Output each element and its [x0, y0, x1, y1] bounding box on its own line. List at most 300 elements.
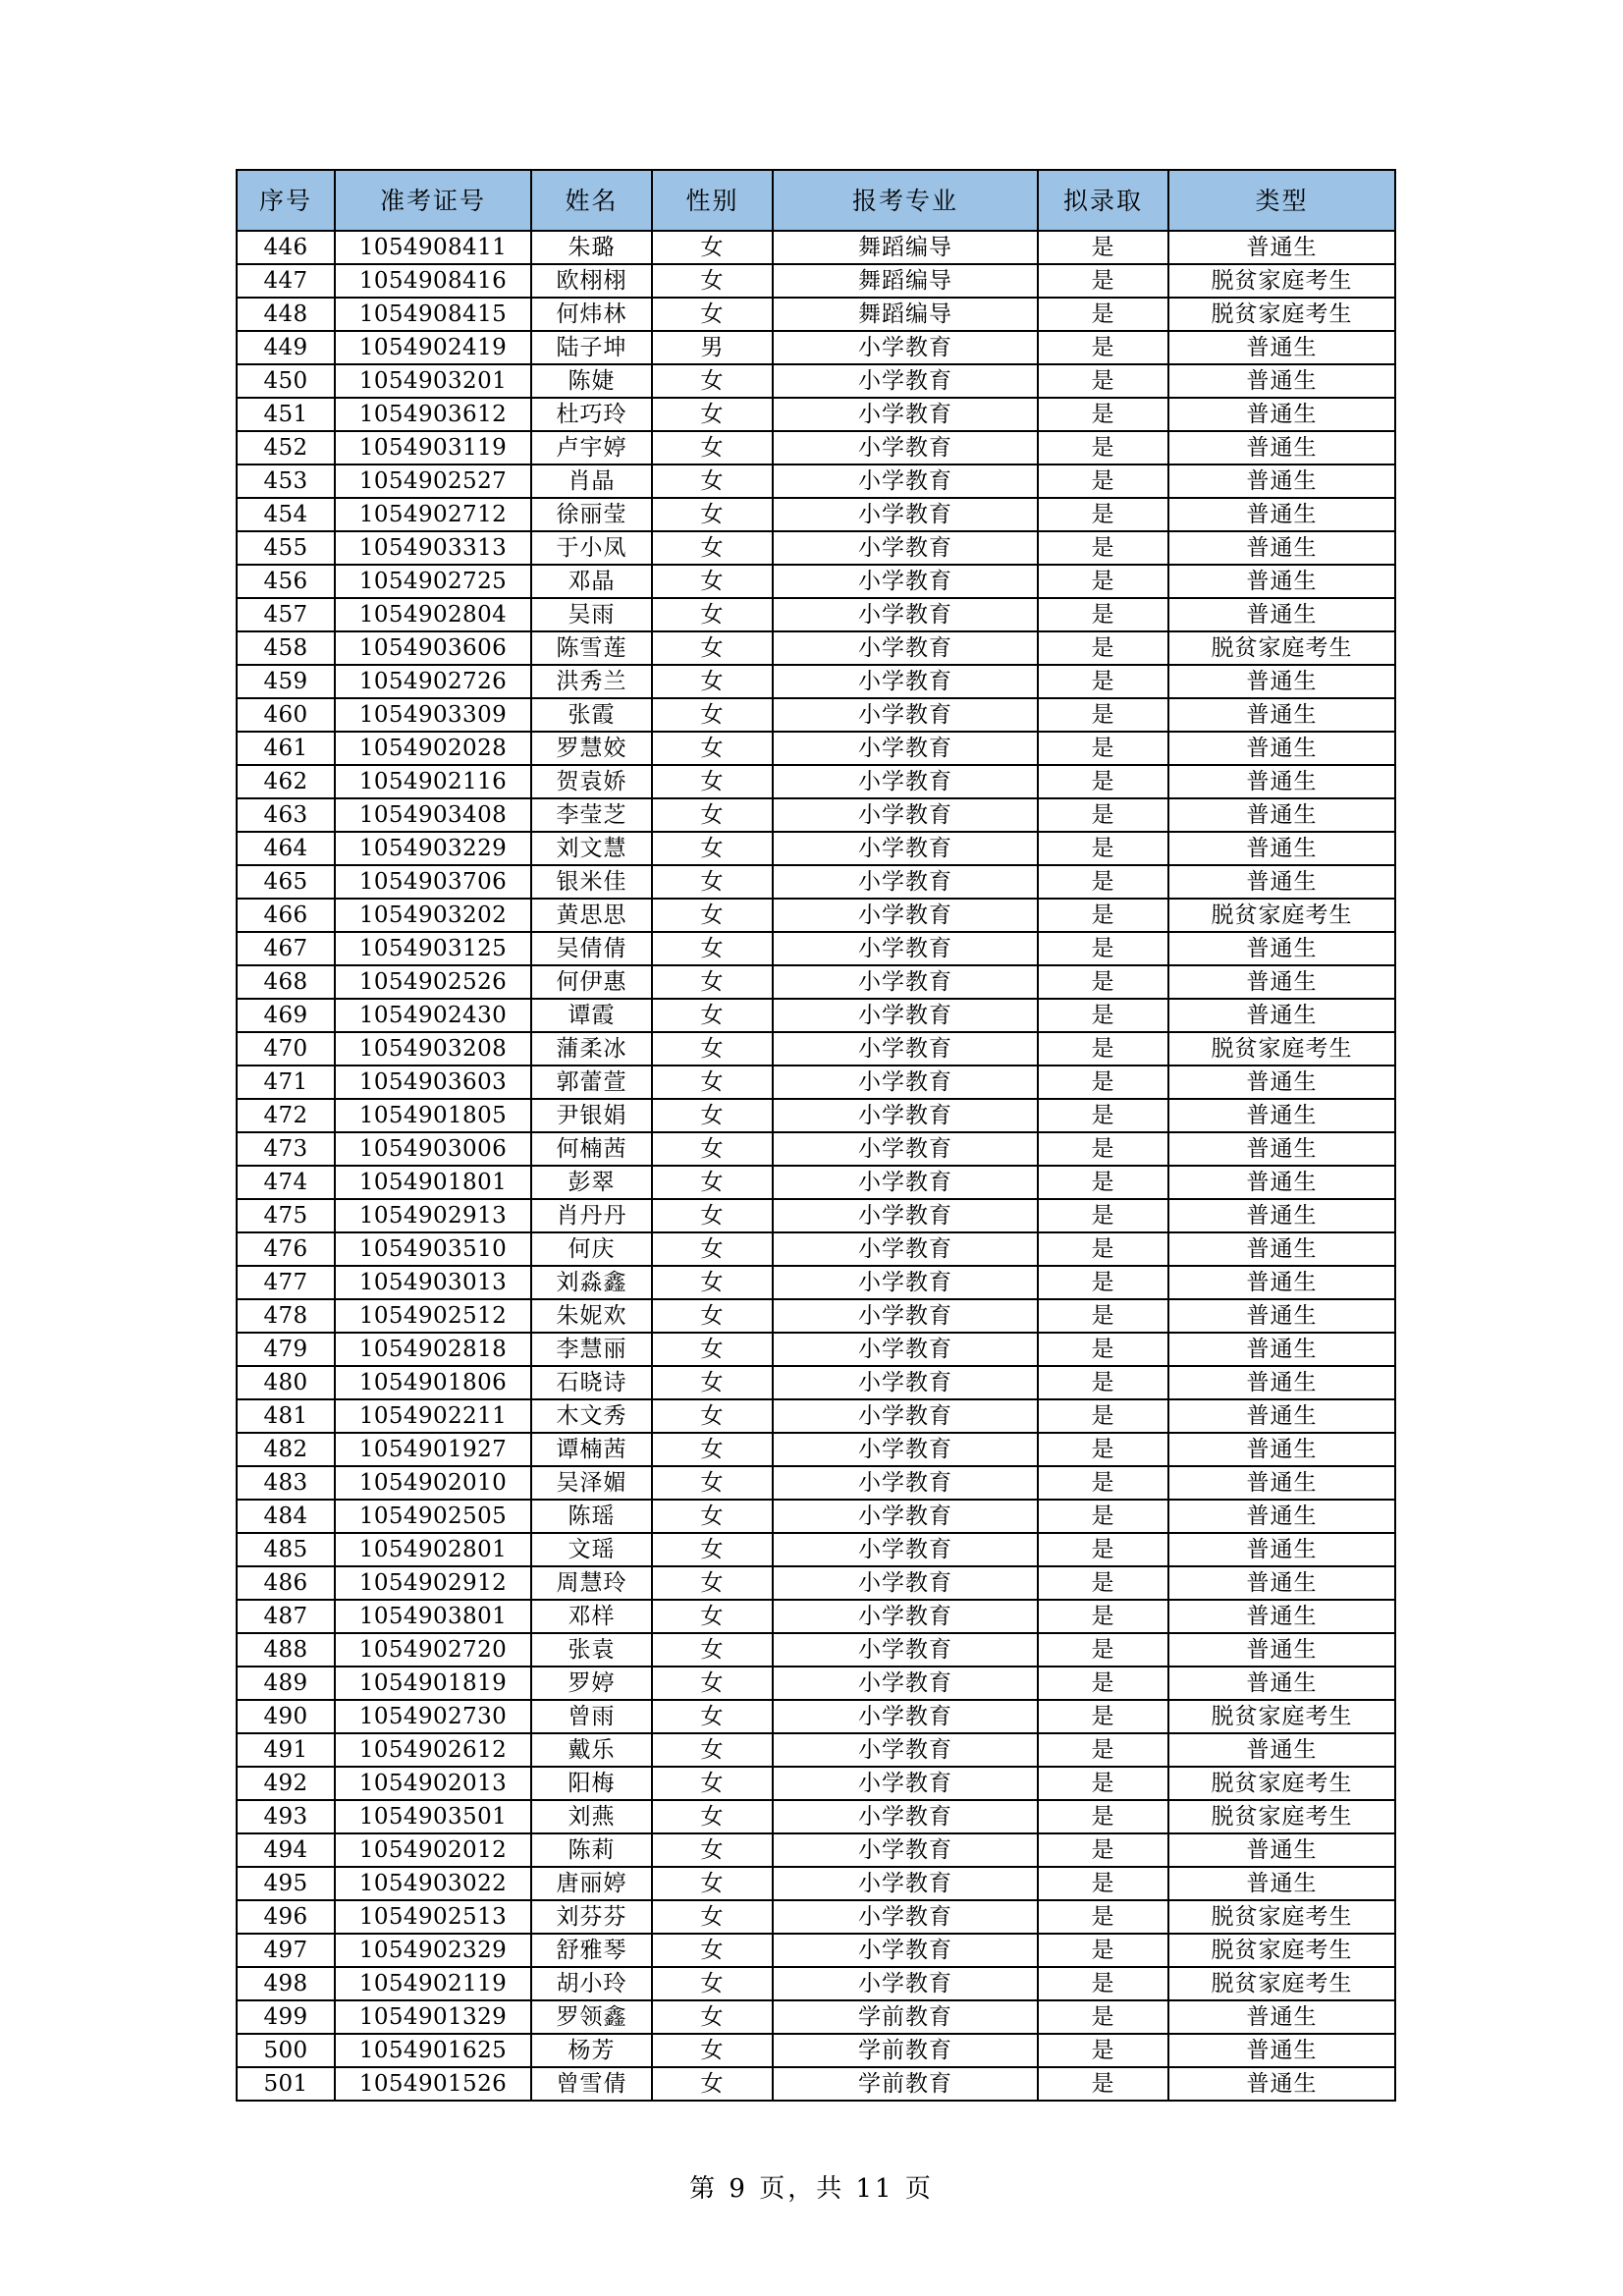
column-header-seq: 序号 — [237, 170, 335, 231]
cell-name: 谭霞 — [531, 999, 652, 1032]
cell-major: 小学教育 — [773, 798, 1038, 832]
cell-seq: 496 — [237, 1900, 335, 1934]
cell-ticket: 1054902712 — [335, 498, 531, 531]
cell-type: 普通生 — [1168, 1867, 1395, 1900]
cell-gender: 女 — [652, 1232, 773, 1266]
cell-ticket: 1054901329 — [335, 2000, 531, 2034]
table-row — [237, 1299, 1395, 1333]
cell-gender: 女 — [652, 2034, 773, 2067]
table-row — [237, 1533, 1395, 1566]
table-row — [237, 1900, 1395, 1934]
cell-seq: 448 — [237, 298, 335, 331]
cell-name: 朱妮欢 — [531, 1299, 652, 1333]
cell-name: 陆子坤 — [531, 331, 652, 364]
cell-admit: 是 — [1038, 1299, 1168, 1333]
cell-seq: 497 — [237, 1934, 335, 1967]
cell-type: 普通生 — [1168, 698, 1395, 732]
cell-major: 小学教育 — [773, 1700, 1038, 1733]
cell-seq: 462 — [237, 765, 335, 798]
table-row — [237, 899, 1395, 932]
cell-ticket: 1054903801 — [335, 1600, 531, 1633]
cell-ticket: 1054903229 — [335, 832, 531, 865]
cell-seq: 464 — [237, 832, 335, 865]
cell-name: 石晓诗 — [531, 1366, 652, 1399]
cell-major: 小学教育 — [773, 1800, 1038, 1833]
cell-major: 小学教育 — [773, 1099, 1038, 1132]
cell-gender: 女 — [652, 1399, 773, 1433]
cell-gender: 女 — [652, 698, 773, 732]
cell-name: 戴乐 — [531, 1733, 652, 1767]
table-row — [237, 965, 1395, 999]
cell-major: 小学教育 — [773, 965, 1038, 999]
cell-gender: 女 — [652, 1800, 773, 1833]
cell-gender: 女 — [652, 1600, 773, 1633]
cell-gender: 女 — [652, 1633, 773, 1667]
cell-admit: 是 — [1038, 531, 1168, 565]
cell-ticket: 1054902419 — [335, 331, 531, 364]
cell-major: 小学教育 — [773, 398, 1038, 431]
table-row — [237, 598, 1395, 631]
cell-name: 贺袁娇 — [531, 765, 652, 798]
cell-major: 小学教育 — [773, 1600, 1038, 1633]
table-row — [237, 1767, 1395, 1800]
page-footer: 第 9 页，共 11 页 — [689, 2174, 934, 2204]
cell-major: 小学教育 — [773, 865, 1038, 899]
cell-major: 学前教育 — [773, 2067, 1038, 2101]
cell-type: 普通生 — [1168, 732, 1395, 765]
cell-gender: 女 — [652, 1667, 773, 1700]
cell-seq: 465 — [237, 865, 335, 899]
cell-major: 小学教育 — [773, 1833, 1038, 1867]
cell-major: 小学教育 — [773, 1433, 1038, 1466]
cell-ticket: 1054903706 — [335, 865, 531, 899]
cell-major: 小学教育 — [773, 899, 1038, 932]
cell-name: 朱璐 — [531, 231, 652, 264]
table-row — [237, 2000, 1395, 2034]
table-row — [237, 1266, 1395, 1299]
cell-type: 普通生 — [1168, 1733, 1395, 1767]
cell-type: 普通生 — [1168, 1633, 1395, 1667]
cell-admit: 是 — [1038, 1466, 1168, 1500]
table-row — [237, 364, 1395, 398]
cell-name: 李慧丽 — [531, 1333, 652, 1366]
cell-name: 黄思思 — [531, 899, 652, 932]
cell-admit: 是 — [1038, 932, 1168, 965]
cell-name: 谭楠茜 — [531, 1433, 652, 1466]
cell-admit: 是 — [1038, 1934, 1168, 1967]
cell-name: 卢宇婷 — [531, 431, 652, 465]
cell-seq: 493 — [237, 1800, 335, 1833]
cell-ticket: 1054902119 — [335, 1967, 531, 2000]
cell-major: 小学教育 — [773, 1366, 1038, 1399]
table-row — [237, 1166, 1395, 1199]
cell-ticket: 1054902116 — [335, 765, 531, 798]
table-row — [237, 264, 1395, 298]
table-row — [237, 465, 1395, 498]
cell-name: 罗慧姣 — [531, 732, 652, 765]
cell-name: 邓样 — [531, 1600, 652, 1633]
cell-type: 普通生 — [1168, 999, 1395, 1032]
cell-major: 小学教育 — [773, 531, 1038, 565]
cell-admit: 是 — [1038, 1967, 1168, 2000]
column-header-name: 姓名 — [531, 170, 652, 231]
cell-gender: 女 — [652, 1900, 773, 1934]
cell-seq: 450 — [237, 364, 335, 398]
cell-type: 脱贫家庭考生 — [1168, 1934, 1395, 1967]
table-row — [237, 1867, 1395, 1900]
cell-admit: 是 — [1038, 965, 1168, 999]
cell-name: 张袁 — [531, 1633, 652, 1667]
cell-type: 普通生 — [1168, 1600, 1395, 1633]
cell-admit: 是 — [1038, 2000, 1168, 2034]
cell-gender: 女 — [652, 1333, 773, 1366]
column-header-admit: 拟录取 — [1038, 170, 1168, 231]
cell-gender: 女 — [652, 865, 773, 899]
cell-major: 小学教育 — [773, 1333, 1038, 1366]
cell-gender: 女 — [652, 932, 773, 965]
cell-admit: 是 — [1038, 1132, 1168, 1166]
cell-gender: 女 — [652, 1934, 773, 1967]
cell-type: 普通生 — [1168, 1500, 1395, 1533]
cell-ticket: 1054903202 — [335, 899, 531, 932]
cell-seq: 498 — [237, 1967, 335, 2000]
cell-name: 罗领鑫 — [531, 2000, 652, 2034]
column-header-type: 类型 — [1168, 170, 1395, 231]
cell-seq: 477 — [237, 1266, 335, 1299]
cell-name: 何伊惠 — [531, 965, 652, 999]
cell-seq: 471 — [237, 1066, 335, 1099]
cell-ticket: 1054902913 — [335, 1199, 531, 1232]
cell-gender: 女 — [652, 298, 773, 331]
cell-name: 杜巧玲 — [531, 398, 652, 431]
cell-major: 舞蹈编导 — [773, 264, 1038, 298]
cell-admit: 是 — [1038, 2067, 1168, 2101]
cell-type: 普通生 — [1168, 798, 1395, 832]
cell-seq: 453 — [237, 465, 335, 498]
table-row — [237, 1500, 1395, 1533]
table-header — [237, 170, 1395, 231]
cell-major: 小学教育 — [773, 1566, 1038, 1600]
cell-gender: 女 — [652, 1132, 773, 1166]
cell-type: 普通生 — [1168, 2067, 1395, 2101]
cell-major: 小学教育 — [773, 1466, 1038, 1500]
cell-seq: 474 — [237, 1166, 335, 1199]
cell-admit: 是 — [1038, 1566, 1168, 1600]
table-row — [237, 565, 1395, 598]
table-row — [237, 732, 1395, 765]
cell-type: 普通生 — [1168, 1199, 1395, 1232]
cell-type: 普通生 — [1168, 1667, 1395, 1700]
cell-ticket: 1054903006 — [335, 1132, 531, 1166]
cell-ticket: 1054903612 — [335, 398, 531, 431]
cell-admit: 是 — [1038, 1366, 1168, 1399]
cell-major: 小学教育 — [773, 999, 1038, 1032]
cell-major: 学前教育 — [773, 2000, 1038, 2034]
cell-major: 小学教育 — [773, 1934, 1038, 1967]
cell-name: 唐丽婷 — [531, 1867, 652, 1900]
cell-major: 小学教育 — [773, 1500, 1038, 1533]
cell-gender: 女 — [652, 665, 773, 698]
cell-admit: 是 — [1038, 698, 1168, 732]
cell-type: 普通生 — [1168, 1232, 1395, 1266]
table-body — [237, 231, 1395, 2101]
table-row — [237, 1833, 1395, 1867]
cell-major: 小学教育 — [773, 1667, 1038, 1700]
cell-admit: 是 — [1038, 1032, 1168, 1066]
table-row — [237, 1199, 1395, 1232]
cell-seq: 481 — [237, 1399, 335, 1433]
cell-type: 脱贫家庭考生 — [1168, 1032, 1395, 1066]
cell-gender: 女 — [652, 1566, 773, 1600]
cell-gender: 女 — [652, 999, 773, 1032]
cell-gender: 女 — [652, 1767, 773, 1800]
cell-major: 小学教育 — [773, 765, 1038, 798]
cell-ticket: 1054903603 — [335, 1066, 531, 1099]
cell-name: 曾雪倩 — [531, 2067, 652, 2101]
cell-type: 普通生 — [1168, 2000, 1395, 2034]
cell-seq: 475 — [237, 1199, 335, 1232]
table-row — [237, 865, 1395, 899]
cell-type: 普通生 — [1168, 431, 1395, 465]
cell-name: 曾雨 — [531, 1700, 652, 1733]
cell-seq: 449 — [237, 331, 335, 364]
table-row — [237, 999, 1395, 1032]
cell-name: 邓晶 — [531, 565, 652, 598]
table-row — [237, 1066, 1395, 1099]
cell-major: 舞蹈编导 — [773, 298, 1038, 331]
table-row — [237, 1733, 1395, 1767]
cell-type: 普通生 — [1168, 498, 1395, 531]
cell-name: 杨芳 — [531, 2034, 652, 2067]
cell-gender: 女 — [652, 732, 773, 765]
cell-ticket: 1054903022 — [335, 1867, 531, 1900]
cell-seq: 472 — [237, 1099, 335, 1132]
cell-ticket: 1054903309 — [335, 698, 531, 732]
cell-gender: 女 — [652, 565, 773, 598]
cell-major: 小学教育 — [773, 1266, 1038, 1299]
cell-ticket: 1054902329 — [335, 1934, 531, 1967]
cell-ticket: 1054901927 — [335, 1433, 531, 1466]
cell-type: 普通生 — [1168, 1399, 1395, 1433]
cell-gender: 女 — [652, 899, 773, 932]
cell-seq: 494 — [237, 1833, 335, 1867]
cell-gender: 女 — [652, 1733, 773, 1767]
cell-ticket: 1054901806 — [335, 1366, 531, 1399]
cell-type: 普通生 — [1168, 832, 1395, 865]
cell-type: 普通生 — [1168, 1833, 1395, 1867]
cell-gender: 女 — [652, 765, 773, 798]
cell-seq: 466 — [237, 899, 335, 932]
cell-type: 普通生 — [1168, 1166, 1395, 1199]
cell-name: 李莹芝 — [531, 798, 652, 832]
cell-name: 尹银娟 — [531, 1099, 652, 1132]
cell-seq: 447 — [237, 264, 335, 298]
cell-major: 小学教育 — [773, 1867, 1038, 1900]
cell-type: 普通生 — [1168, 465, 1395, 498]
cell-gender: 女 — [652, 798, 773, 832]
cell-gender: 女 — [652, 1166, 773, 1199]
cell-gender: 女 — [652, 1433, 773, 1466]
cell-type: 普通生 — [1168, 665, 1395, 698]
cell-type: 普通生 — [1168, 1433, 1395, 1466]
cell-type: 普通生 — [1168, 1066, 1395, 1099]
cell-seq: 479 — [237, 1333, 335, 1366]
cell-type: 脱贫家庭考生 — [1168, 298, 1395, 331]
cell-admit: 是 — [1038, 598, 1168, 631]
cell-ticket: 1054902801 — [335, 1533, 531, 1566]
cell-gender: 女 — [652, 631, 773, 665]
cell-gender: 女 — [652, 498, 773, 531]
cell-admit: 是 — [1038, 264, 1168, 298]
cell-admit: 是 — [1038, 1232, 1168, 1266]
cell-admit: 是 — [1038, 1533, 1168, 1566]
cell-admit: 是 — [1038, 1333, 1168, 1366]
table-row — [237, 631, 1395, 665]
cell-type: 普通生 — [1168, 2034, 1395, 2067]
cell-seq: 469 — [237, 999, 335, 1032]
cell-major: 小学教育 — [773, 832, 1038, 865]
cell-admit: 是 — [1038, 231, 1168, 264]
cell-admit: 是 — [1038, 565, 1168, 598]
cell-admit: 是 — [1038, 1733, 1168, 1767]
cell-admit: 是 — [1038, 798, 1168, 832]
column-header-gender: 性别 — [652, 170, 773, 231]
cell-type: 普通生 — [1168, 865, 1395, 899]
cell-seq: 458 — [237, 631, 335, 665]
cell-type: 普通生 — [1168, 1099, 1395, 1132]
cell-major: 小学教育 — [773, 698, 1038, 732]
table-row — [237, 398, 1395, 431]
cell-seq: 486 — [237, 1566, 335, 1600]
cell-name: 何炜林 — [531, 298, 652, 331]
cell-gender: 女 — [652, 231, 773, 264]
cell-seq: 451 — [237, 398, 335, 431]
cell-ticket: 1054902505 — [335, 1500, 531, 1533]
cell-name: 郭蕾萱 — [531, 1066, 652, 1099]
cell-admit: 是 — [1038, 1833, 1168, 1867]
cell-seq: 491 — [237, 1733, 335, 1767]
cell-major: 小学教育 — [773, 364, 1038, 398]
cell-type: 普通生 — [1168, 1533, 1395, 1566]
cell-major: 小学教育 — [773, 1900, 1038, 1934]
cell-name: 何楠茜 — [531, 1132, 652, 1166]
cell-seq: 473 — [237, 1132, 335, 1166]
cell-admit: 是 — [1038, 1066, 1168, 1099]
table-row — [237, 431, 1395, 465]
table-row — [237, 1333, 1395, 1366]
table-row — [237, 331, 1395, 364]
cell-seq: 490 — [237, 1700, 335, 1733]
cell-type: 普通生 — [1168, 565, 1395, 598]
cell-name: 罗婷 — [531, 1667, 652, 1700]
cell-seq: 484 — [237, 1500, 335, 1533]
cell-gender: 女 — [652, 598, 773, 631]
cell-major: 小学教育 — [773, 732, 1038, 765]
cell-type: 脱贫家庭考生 — [1168, 899, 1395, 932]
cell-major: 小学教育 — [773, 1199, 1038, 1232]
cell-ticket: 1054908411 — [335, 231, 531, 264]
cell-seq: 500 — [237, 2034, 335, 2067]
cell-admit: 是 — [1038, 1900, 1168, 1934]
cell-type: 普通生 — [1168, 765, 1395, 798]
cell-seq: 460 — [237, 698, 335, 732]
table-row — [237, 665, 1395, 698]
cell-ticket: 1054902730 — [335, 1700, 531, 1733]
table-row — [237, 1132, 1395, 1166]
column-header-ticket: 准考证号 — [335, 170, 531, 231]
table-row — [237, 698, 1395, 732]
table-row — [237, 1366, 1395, 1399]
cell-seq: 483 — [237, 1466, 335, 1500]
cell-gender: 女 — [652, 965, 773, 999]
cell-name: 刘淼鑫 — [531, 1266, 652, 1299]
cell-ticket: 1054902912 — [335, 1566, 531, 1600]
cell-major: 小学教育 — [773, 431, 1038, 465]
cell-ticket: 1054901819 — [335, 1667, 531, 1700]
table-row — [237, 1934, 1395, 1967]
cell-admit: 是 — [1038, 1166, 1168, 1199]
cell-major: 小学教育 — [773, 631, 1038, 665]
cell-seq: 457 — [237, 598, 335, 631]
cell-seq: 470 — [237, 1032, 335, 1066]
cell-admit: 是 — [1038, 1867, 1168, 1900]
cell-admit: 是 — [1038, 465, 1168, 498]
cell-ticket: 1054901805 — [335, 1099, 531, 1132]
cell-major: 小学教育 — [773, 1533, 1038, 1566]
cell-ticket: 1054908416 — [335, 264, 531, 298]
table-row — [237, 231, 1395, 264]
cell-type: 脱贫家庭考生 — [1168, 1700, 1395, 1733]
cell-seq: 485 — [237, 1533, 335, 1566]
cell-ticket: 1054901801 — [335, 1166, 531, 1199]
cell-major: 小学教育 — [773, 1066, 1038, 1099]
admission-roster-table — [236, 169, 1396, 2102]
cell-gender: 女 — [652, 1500, 773, 1533]
cell-seq: 476 — [237, 1232, 335, 1266]
cell-ticket: 1054902612 — [335, 1733, 531, 1767]
cell-ticket: 1054903119 — [335, 431, 531, 465]
cell-type: 脱贫家庭考生 — [1168, 1767, 1395, 1800]
cell-ticket: 1054903208 — [335, 1032, 531, 1066]
cell-admit: 是 — [1038, 999, 1168, 1032]
cell-ticket: 1054902010 — [335, 1466, 531, 1500]
cell-seq: 454 — [237, 498, 335, 531]
cell-ticket: 1054902818 — [335, 1333, 531, 1366]
cell-name: 张霞 — [531, 698, 652, 732]
cell-name: 于小凤 — [531, 531, 652, 565]
cell-ticket: 1054902526 — [335, 965, 531, 999]
cell-ticket: 1054902527 — [335, 465, 531, 498]
cell-ticket: 1054902012 — [335, 1833, 531, 1867]
cell-type: 普通生 — [1168, 231, 1395, 264]
cell-name: 陈莉 — [531, 1833, 652, 1867]
cell-admit: 是 — [1038, 1800, 1168, 1833]
cell-admit: 是 — [1038, 732, 1168, 765]
cell-major: 小学教育 — [773, 565, 1038, 598]
cell-type: 普通生 — [1168, 331, 1395, 364]
table-row — [237, 1600, 1395, 1633]
cell-seq: 489 — [237, 1667, 335, 1700]
cell-type: 普通生 — [1168, 531, 1395, 565]
cell-gender: 女 — [652, 1967, 773, 2000]
cell-gender: 女 — [652, 1066, 773, 1099]
cell-ticket: 1054903013 — [335, 1266, 531, 1299]
cell-admit: 是 — [1038, 364, 1168, 398]
cell-major: 小学教育 — [773, 1633, 1038, 1667]
cell-major: 小学教育 — [773, 598, 1038, 631]
cell-ticket: 1054901625 — [335, 2034, 531, 2067]
cell-name: 蒲柔冰 — [531, 1032, 652, 1066]
